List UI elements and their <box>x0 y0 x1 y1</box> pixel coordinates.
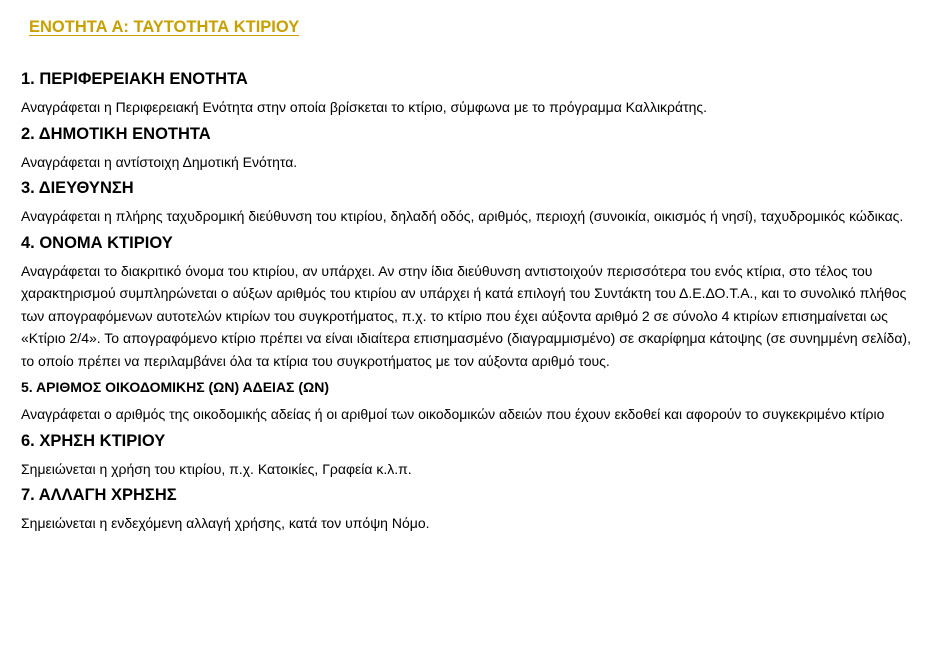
item-heading-5: 5. ΑΡΙΘΜΟΣ ΟΙΚΟΔΟΜΙΚΗΣ (ΩΝ) ΑΔΕΙΑΣ (ΩΝ) <box>21 379 330 395</box>
item-heading-3: 3. ΔΙΕΥΘΥΝΣΗ <box>21 179 134 197</box>
item-text-4: Αναγράφεται το διακριτικό όνομα του κτιρίου, αν υπάρχει. Αν στην ίδια διεύθυνση αντιστοιχούν περισσότερα του ενός κτίρια, στο τέλος του χαρακτηρισμού συμπληρώνεται ο αύξων αριθμός του κτιρίου αν υπάρχει ή κατά επιλογή του Συντάκτη του Δ.Ε.ΔΟ.Τ.Α., και το συνολικό πλήθος των απογραφόμενων αυτοτελών κτιρίων του συγκροτήματος, π.χ. το κτίριο που έχει αύξοντα αριθμό 2 σε σύνολο 4 κτιρίων επισημαίνεται ως «Κτίριο 2/4». Το απογραφόμενο κτίριο πρέπει να είναι ιδιαίτερα επισημασμένο (διαγραμμισμένο) σε σκαρίφημα κάτοψης (σε συνημμένη σελίδα), το οποίο πρέπει να περιλαμβάνει όλα τα κτίρια του συγκροτήματος με τον αύξοντα αριθμό τους. <box>21 262 911 369</box>
item-text-1: Αναγράφεται η Περιφερειακή Ενότητα στην οποία βρίσκεται το κτίριο, σύμφωνα με το πρόγραμμα Καλλικράτης. <box>21 99 708 115</box>
item-heading-4: 4. ΟΝΟΜΑ ΚΤΙΡΙΟΥ <box>21 233 173 252</box>
section-title: ΕΝΟΤΗΤΑ Α: ΤΑΥΤΟΤΗΤΑ ΚΤΙΡΙΟΥ <box>29 18 300 36</box>
item-text-3: Αναγράφεται η πλήρης ταχυδρομική διεύθυνση του κτιρίου, δηλαδή οδός, αριθμός, περιοχή (συνοικία, οικισμός ή νησί), ταχυδρομικός κώδικας. <box>21 208 904 224</box>
item-text-5: Αναγράφεται ο αριθμός της οικοδομικής αδείας ή οι αριθμοί των οικοδομικών αδειών που έχουν εκδοθεί και αφορούν το συγκεκριμένο κτίριο <box>21 406 885 422</box>
item-heading-2: 2. ΔΗΜΟΤΙΚΗ ΕΝΟΤΗΤΑ <box>21 124 211 143</box>
item-heading-1: 1. ΠΕΡΙΦΕΡΕΙΑΚΗ ΕΝΟΤΗΤΑ <box>21 70 248 88</box>
item-heading-6: 6. ΧΡΗΣΗ ΚΤΙΡΙΟΥ <box>21 431 166 450</box>
item-text-6: Σημειώνεται η χρήση του κτιρίου, π.χ. Κατοικίες, Γραφεία κ.λ.π. <box>21 460 412 477</box>
item-text-7: Σημειώνεται η ενδεχόμενη αλλαγή χρήσης, κατά τον υπόψη Νόμο. <box>21 515 430 531</box>
items-list <box>21 69 911 535</box>
item-text-2: Αναγράφεται η αντίστοιχη Δημοτική Ενότητα. <box>21 153 298 170</box>
item-heading-7: 7. ΑΛΛΑΓΗ ΧΡΗΣΗΣ <box>21 486 177 504</box>
